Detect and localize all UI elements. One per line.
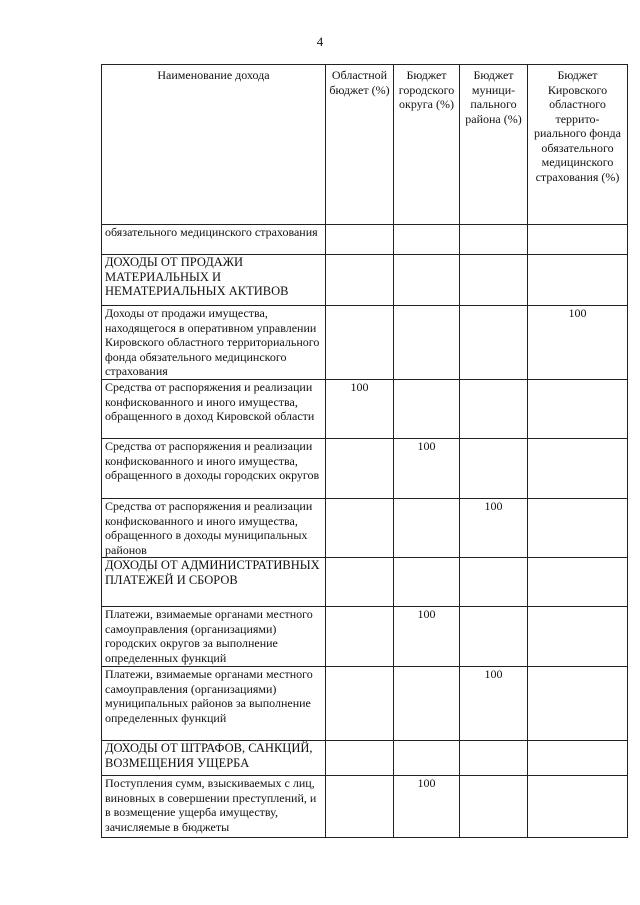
table-row — [102, 499, 628, 558]
municipal-district-budget-value — [460, 741, 528, 776]
section-heading: ДОХОДЫ ОТ АДМИНИСТРАТИВНЫХ ПЛАТЕЖЕЙ И СБОРОВ — [102, 558, 326, 607]
table-row — [102, 225, 628, 255]
regional-budget-value — [326, 225, 394, 255]
city-district-budget-value — [394, 255, 460, 306]
health-fund-budget-value — [528, 255, 628, 306]
income-name: Платежи, взимаемые органами местного самоуправления (организациями) муниципальных районов за выполнение определенных функций — [102, 667, 326, 741]
regional-budget-value: 100 — [326, 380, 394, 439]
municipal-district-budget-value: 100 — [460, 667, 528, 741]
health-fund-budget-value — [528, 741, 628, 776]
health-fund-budget-value — [528, 225, 628, 255]
regional-budget-value — [326, 306, 394, 380]
income-name: Средства от распоряжения и реализации конфискованного и иного имущества, обращенного в доход Кировской области — [102, 380, 326, 439]
municipal-district-budget-value — [460, 439, 528, 499]
header-municipal-district-budget: Бюджет муници-пального района (%) — [460, 65, 528, 225]
city-district-budget-value — [394, 741, 460, 776]
health-fund-budget-value — [528, 776, 628, 838]
health-fund-budget-value — [528, 499, 628, 558]
header-income-name: Наименование дохода — [102, 65, 326, 225]
table-row — [102, 667, 628, 741]
table-row — [102, 741, 628, 776]
health-fund-budget-value: 100 — [528, 306, 628, 380]
table-row — [102, 255, 628, 306]
city-district-budget-value — [394, 558, 460, 607]
municipal-district-budget-value — [460, 225, 528, 255]
regional-budget-value — [326, 667, 394, 741]
page-number: 4 — [316, 34, 324, 49]
income-name: обязательного медицинского страхования — [102, 225, 326, 255]
table-row — [102, 607, 628, 667]
city-district-budget-value — [394, 306, 460, 380]
regional-budget-value — [326, 558, 394, 607]
income-name: Средства от распоряжения и реализации конфискованного и иного имущества, обращенного в доходы городских округов — [102, 439, 326, 499]
municipal-district-budget-value — [460, 607, 528, 667]
municipal-district-budget-value — [460, 306, 528, 380]
municipal-district-budget-value: 100 — [460, 499, 528, 558]
health-fund-budget-value — [528, 607, 628, 667]
regional-budget-value — [326, 439, 394, 499]
city-district-budget-value — [394, 499, 460, 558]
city-district-budget-value — [394, 225, 460, 255]
header-health-insurance-fund-budget: Бюджет Кировского областного террито-риального фонда обязательного медицинского страхования (%) — [528, 65, 628, 225]
municipal-district-budget-value — [460, 255, 528, 306]
health-fund-budget-value — [528, 439, 628, 499]
regional-budget-value — [326, 255, 394, 306]
municipal-district-budget-value — [460, 558, 528, 607]
income-name: Поступления сумм, взыскиваемых с лиц, виновных в совершении преступлений, и в возмещение ущерба имуществу, зачисляемые в бюджеты — [102, 776, 326, 838]
regional-budget-value — [326, 607, 394, 667]
regional-budget-value — [326, 741, 394, 776]
revenue-distribution-table — [101, 64, 628, 838]
section-heading: ДОХОДЫ ОТ ШТРАФОВ, САНКЦИЙ, ВОЗМЕЩЕНИЯ УЩЕРБА — [102, 741, 326, 776]
table-row — [102, 439, 628, 499]
table-row — [102, 306, 628, 380]
table-row — [102, 776, 628, 838]
regional-budget-value — [326, 499, 394, 558]
header-regional-budget: Областной бюджет (%) — [326, 65, 394, 225]
municipal-district-budget-value — [460, 380, 528, 439]
city-district-budget-value: 100 — [394, 776, 460, 838]
health-fund-budget-value — [528, 380, 628, 439]
income-name: Доходы от продажи имущества, находящегося в оперативном управлении Кировского областного территориального фонда обязательного медицинского страхования — [102, 306, 326, 380]
income-name: Средства от распоряжения и реализации конфискованного и иного имущества, обращенного в доходы муниципальных районов — [102, 499, 326, 558]
city-district-budget-value — [394, 667, 460, 741]
health-fund-budget-value — [528, 667, 628, 741]
table-header-row — [102, 65, 628, 225]
regional-budget-value — [326, 776, 394, 838]
table-row — [102, 380, 628, 439]
header-city-district-budget: Бюджет городского округа (%) — [394, 65, 460, 225]
section-heading: ДОХОДЫ ОТ ПРОДАЖИ МАТЕРИАЛЬНЫХ И НЕМАТЕРИАЛЬНЫХ АКТИВОВ — [102, 255, 326, 306]
income-name: Платежи, взимаемые органами местного самоуправления (организациями) городских округов за выполнение определенных функций — [102, 607, 326, 667]
city-district-budget-value — [394, 380, 460, 439]
table-row — [102, 558, 628, 607]
health-fund-budget-value — [528, 558, 628, 607]
city-district-budget-value: 100 — [394, 439, 460, 499]
municipal-district-budget-value — [460, 776, 528, 838]
city-district-budget-value: 100 — [394, 607, 460, 667]
